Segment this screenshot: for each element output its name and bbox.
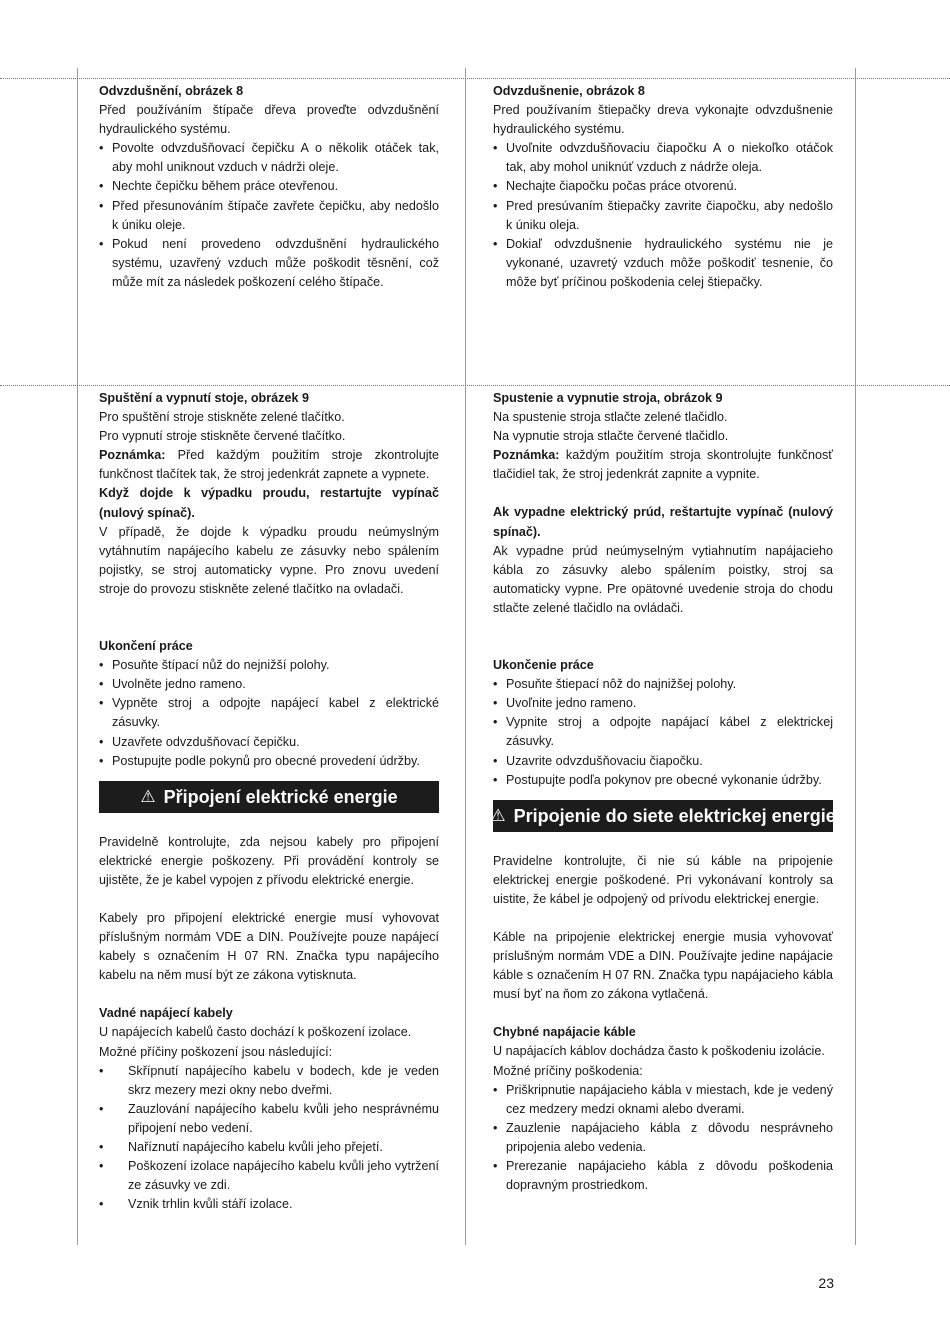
list-item: • Uvoľnite odvzdušňovaciu čiapočku A o niekoľko otáčok tak, aby mohol uniknúť vzduch z nádrže oleja. — [493, 139, 833, 177]
list-item: • Vypněte stroj a odpojte napájecí kabel z elektrické zásuvky. — [99, 694, 439, 732]
left-column-bottom — [99, 389, 439, 1214]
section-title: Spustenie a vypnutie stroja, obrázok 9 — [493, 391, 723, 405]
section-banner — [99, 781, 439, 813]
note-paragraph — [493, 446, 833, 484]
paragraph: Pro spuštění stroje stiskněte zelené tlačítko. — [99, 410, 345, 425]
paragraph: V případě, že dojde k výpadku proudu neúmyslným vytáhnutím napájecího kabelu ze zásuvky nebo spálením pojistky, se stroj automaticky vypne. Pro znovu uvedení stroje do provozu stiskněte zelené tlačítko na ovladači. — [99, 524, 439, 596]
paragraph: Pravidelně kontrolujte, zda nejsou kabely pro připojení elektrické energie poškozeny. Při provádění kontroly se ujistěte, že je kabel vypojen z přívodu elektrické energie. — [99, 834, 439, 887]
note-text: každým použitím stroja skontrolujte funkčnosť tlačidiel tak, že stroj jedenkrát zapnite a vypnite. — [493, 448, 833, 482]
section-title: Vadné napájecí kabely — [99, 1006, 233, 1021]
banner-title: Pripojenie do siete elektrickej energie — [513, 805, 836, 826]
section-title: Odvzdušnění, obrázek 8 — [99, 84, 244, 98]
list-item: • Před přesunováním štípače zavřete čepičku, aby nedošlo k úniku oleje. — [99, 197, 439, 235]
list-item: • Prerezanie napájacieho kábla z dôvodu poškodenia dopravným prostriedkom. — [493, 1157, 833, 1195]
note-label: Poznámka: — [493, 448, 560, 463]
list-item: • Skřípnutí napájecího kabelu v bodech, kde je veden skrz mezery mezi okny nebo dveřmi. — [99, 1062, 439, 1100]
paragraph: Pravidelne kontrolujte, či nie sú káble na pripojenie elektrickej energie poškodené. Pri vykonávaní kontroly sa uistite, že kábel je odpojený od prívodu elektrickej energie. — [493, 853, 833, 906]
paragraph: U napájecích kabelů často dochází k poškození izolace. — [99, 1025, 412, 1040]
paragraph: Možné príčiny poškodenia: — [493, 1063, 643, 1078]
list-item: • Postupujte podľa pokynov pre obecné vykonanie údržby. — [493, 771, 833, 790]
section-divider-top — [0, 78, 950, 79]
warning-icon: ⚠ — [490, 805, 506, 825]
column-rule-middle — [465, 68, 466, 1245]
paragraph: Na spustenie stroja stlačte zelené tlačidlo. — [493, 410, 728, 425]
list-item: • Naříznutí napájecího kabelu kvůli jeho přejetí. — [99, 1138, 439, 1157]
paragraph: Možné příčiny poškození jsou následující: — [99, 1044, 333, 1059]
list-item: • Uzavřete odvzdušňovací čepičku. — [99, 733, 439, 752]
banner-title: Připojení elektrické energie — [163, 786, 398, 807]
paragraph: Před používáním štípače dřeva proveďte odvzdušnění hydraulického systému. — [99, 103, 439, 137]
paragraph: Pred používaním štiepačky dreva vykonajte odvzdušnenie hydraulického systému. — [493, 103, 833, 137]
bullet-list — [493, 1081, 833, 1196]
right-column-top — [493, 82, 833, 292]
list-item: • Uvoľnite jedno rameno. — [493, 694, 833, 713]
right-column-bottom — [490, 389, 836, 1195]
list-item: • Vypnite stroj a odpojte napájací kábel z elektrickej zásuvky. — [493, 713, 833, 751]
column-rule-right — [855, 68, 856, 1245]
list-item: • Vznik trhlin kvůli stáří izolace. — [99, 1195, 439, 1214]
paragraph: Kabely pro připojení elektrické energie musí vyhovovat příslušným normám VDE a DIN. Používejte pouze napájecí kabely s označením H 07 RN. Značka typu napájecího kabelu na něm musí být ze zákona vytisknuta. — [99, 910, 439, 983]
list-item: • Zauzlování napájecího kabelu kvůli jeho nesprávnému připojení nebo vedení. — [99, 1100, 439, 1138]
list-item: • Uvolněte jedno rameno. — [99, 675, 439, 694]
section-divider-middle — [0, 385, 950, 386]
paragraph: Na vypnutie stroja stlačte červené tlačidlo. — [493, 429, 729, 444]
list-item: • Uzavrite odvzdušňovaciu čiapočku. — [493, 752, 833, 771]
list-item: • Priškripnutie napájacieho kábla v miestach, kde je vedený cez medzery medzi oknami alebo dverami. — [493, 1081, 833, 1119]
list-item: • Postupujte podle pokynů pro obecné provedení údržby. — [99, 752, 439, 771]
list-item: • Povolte odvzdušňovací čepičku A o několik otáček tak, aby mohl uniknout vzduch v nádrži oleje. — [99, 139, 439, 177]
bold-warning: Ak vypadne elektrický prúd, reštartujte vypínač (nulový spínač). — [493, 505, 833, 539]
bullet-list — [493, 139, 833, 292]
section-title: Ukončenie práce — [493, 658, 594, 673]
list-item: • Nechte čepičku během práce otevřenou. — [99, 177, 439, 196]
section-title: Ukončení práce — [99, 639, 193, 654]
note-paragraph — [99, 446, 439, 484]
section-banner — [490, 800, 836, 832]
list-item: • Pokud není provedeno odvzdušnění hydraulického systému, uzavřený vzduch může poškodit těsnění, což může mít za následek poškození celého štípače. — [99, 235, 439, 292]
section-title: Chybné napájacie káble — [493, 1025, 636, 1040]
bullet-list — [99, 139, 439, 292]
note-label: Poznámka: — [99, 448, 166, 463]
bullet-list — [493, 675, 833, 790]
section-title: Spuštění a vypnutí stoje, obrázek 9 — [99, 391, 309, 405]
list-item: • Poškození izolace napájecího kabelu kvůli jeho vytržení ze zásuvky ve zdi. — [99, 1157, 439, 1195]
bullet-list — [99, 1062, 439, 1215]
list-item: • Posuňte štípací nůž do nejnižší polohy. — [99, 656, 439, 675]
warning-icon: ⚠ — [140, 786, 156, 806]
bold-warning: Když dojde k výpadku proudu, restartujte vypínač (nulový spínač). — [99, 486, 439, 520]
column-rule-left — [77, 68, 78, 1245]
list-item: • Posuňte štiepací nôž do najnižšej polohy. — [493, 675, 833, 694]
list-item: • Pred presúvaním štiepačky zavrite čiapočku, aby nedošlo k úniku oleja. — [493, 197, 833, 235]
list-item: • Zauzlenie napájacieho kábla z dôvodu nesprávneho pripojenia alebo vedenia. — [493, 1119, 833, 1157]
list-item: • Nechajte čiapočku počas práce otvorenú. — [493, 177, 833, 196]
section-title: Odvzdušnenie, obrázok 8 — [493, 84, 645, 98]
list-item: • Dokiaľ odvzdušnenie hydraulického systému nie je vykonané, uzavretý vzduch môže poškodiť tesnenie, čo môže byť príčinou poškodenia celej štiepačky. — [493, 235, 833, 292]
bullet-list — [99, 656, 439, 771]
note-text: Před každým použitím stroje zkontrolujte funkčnost tlačítek tak, že stroj jedenkrát zapnete a vypnete. — [99, 448, 439, 482]
paragraph: Káble na pripojenie elektrickej energie musia vyhovovať príslušným normám VDE a DIN. Používajte jedine napájacie káble s označením H 07 RN. Značka typu napájacieho kábla musí byť na ňom zo zákona vytlačená. — [493, 929, 833, 1002]
paragraph: U napájacích káblov dochádza často k poškodeniu izolácie. — [493, 1044, 825, 1059]
paragraph: Ak vypadne prúd neúmyselným vytiahnutím napájacieho kábla zo zásuvky alebo spálením poistky, stroj sa automaticky vypne. Pre opätovné uvedenie stroja do chodu stlačte zelené tlačidlo na ovládači. — [493, 543, 833, 615]
page-number: 23 — [818, 1275, 834, 1291]
left-column-top — [99, 82, 439, 292]
paragraph: Pro vypnutí stroje stiskněte červené tlačítko. — [99, 429, 346, 444]
